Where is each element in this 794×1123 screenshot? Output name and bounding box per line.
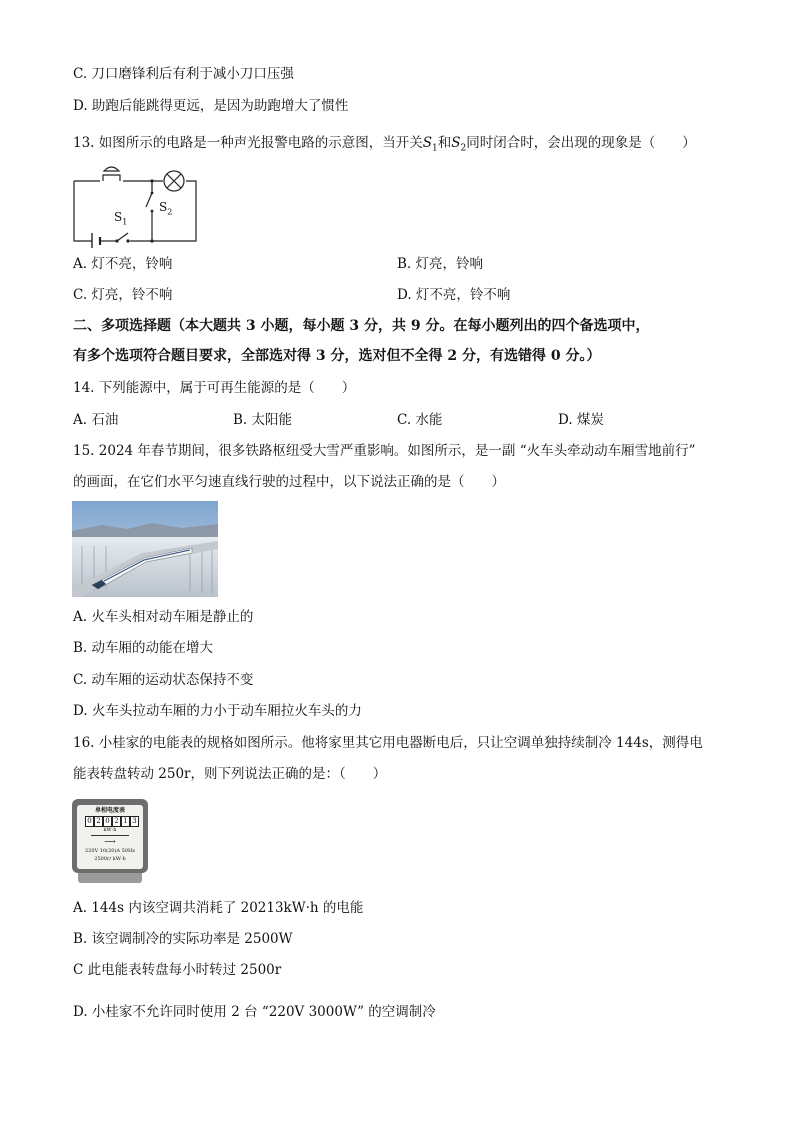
q14-option-d: D. 煤炭 [558,412,604,428]
q14-option-a: A. 石油 [73,412,119,428]
q15-stem-line2: 的画面，在它们水平匀速直线行驶的过程中，以下说法正确的是（ ） [73,474,505,490]
junction-top [150,179,153,182]
q14-option-b: B. 太阳能 [233,412,293,428]
meter-spec-voltage: 220V 10(20)A 50Hz [85,848,135,854]
q13-s1-subscript: 1 [432,143,438,154]
s2-contact [151,210,154,213]
meter-digit: 2 [94,816,103,827]
q13-stem-after: 同时闭合时，会出现的现象是（ ） [466,135,696,151]
q16-stem-line2: 能表转盘转动 250r，则下列说法正确的是：（ ） [73,766,387,782]
q14-stem: 14. 下列能源中，属于可再生能源的是（ ） [73,380,356,396]
q13-option-a: A. 灯不亮，铃响 [73,256,173,272]
lamp-cross [167,174,181,188]
q16-electric-meter [72,799,148,885]
q12-option-d: D. 助跑后能跳得更远，是因为助跑增大了惯性 [73,98,349,114]
q16-stem-line1: 16. 小桂家的电能表的规格如图所示。他将家里其它用电器断电后，只让空调单独持续制冷 144s，测得电 [73,735,703,751]
meter-digit: 1 [121,816,130,827]
q16-option-c: C 此电能表转盘每小时转过 2500r [73,962,282,978]
meter-terminal-block [78,873,142,883]
q13-s1-symbol: S [422,135,433,151]
junction-bottom [150,239,153,242]
q16-option-d: D. 小桂家不允许同时使用 2 台 “220V 3000W” 的空调制冷 [73,1004,436,1020]
q13-option-c: C. 灯亮，铃不响 [73,287,173,303]
q15-stem-line1: 15. 2024 年春节期间，很多铁路枢纽受大雪严重影响。如图所示，是一副 “火车头牵动动车厢雪地前行” [73,443,696,459]
q13-circuit-diagram [70,163,205,248]
meter-digit: 3 [130,816,139,827]
meter-title: 单相电度表 [94,807,125,814]
q15-option-c: C. 动车厢的运动状态保持不变 [73,672,254,688]
q16-option-a: A. 144s 内该空调共消耗了 20213kW·h 的电能 [73,900,364,916]
section2-heading-line1: 二、多项选择题（本大题共 3 小题，每小题 3 分，共 9 分。在每小题列出的四个备选项中， [73,318,650,334]
meter-digit: 0 [85,816,94,827]
q14-option-c: C. 水能 [397,412,443,428]
q15-train-photo [72,501,218,597]
wire-left [74,181,92,241]
q12-option-c: C. 刀口磨锋利后有利于减小刀口压强 [73,66,294,82]
q16-option-b: B. 该空调制冷的实际功率是 2500W [73,931,293,947]
q13-s2-subscript: 2 [460,143,467,154]
meter-digits [85,816,139,827]
meter-spec-revolutions: 2500r/ kW·h [94,856,126,862]
meter-digit: 0 [103,816,112,827]
q15-option-a: A. 火车头相对动车厢是静止的 [73,609,254,625]
s1-contact [126,239,129,242]
meter-digit: 2 [112,816,121,827]
section2-heading-line2: 有多个选项符合题目要求，全部选对得 3 分，选对但不全得 2 分，有选错得 0 分。） [73,348,601,364]
s2-label: $S_2$ [159,200,173,217]
train-photo-svg [72,501,218,597]
q13-option-b: B. 灯亮，铃响 [397,256,484,272]
meter-disc-window [91,835,129,836]
q13-stem [73,133,696,159]
q13-stem-mid: 和 [437,135,452,151]
s1-label: $S_1$ [114,210,128,227]
q13-stem-before: 13. 如图所示的电路是一种声光报警电路的示意图，当开关 [73,135,423,151]
q13-s2-symbol: S [451,135,461,151]
circuit-svg [70,163,205,248]
q15-option-d: D. 火车头拉动车厢的力小于动车厢拉火车头的力 [73,703,362,719]
s1-blade [117,233,128,241]
meter-unit: kW·h [103,827,117,833]
s1-pivot [115,239,118,242]
s2-blade [146,193,152,207]
meter-face [77,805,143,869]
meter-arrow-icon: ⟶ [104,837,116,846]
q15-option-b: B. 动车厢的动能在增大 [73,640,214,656]
q13-option-d: D. 灯不亮，铃不响 [397,287,511,303]
s2-pivot [151,192,154,195]
bell-dome [104,167,119,171]
bell-body [103,175,120,181]
